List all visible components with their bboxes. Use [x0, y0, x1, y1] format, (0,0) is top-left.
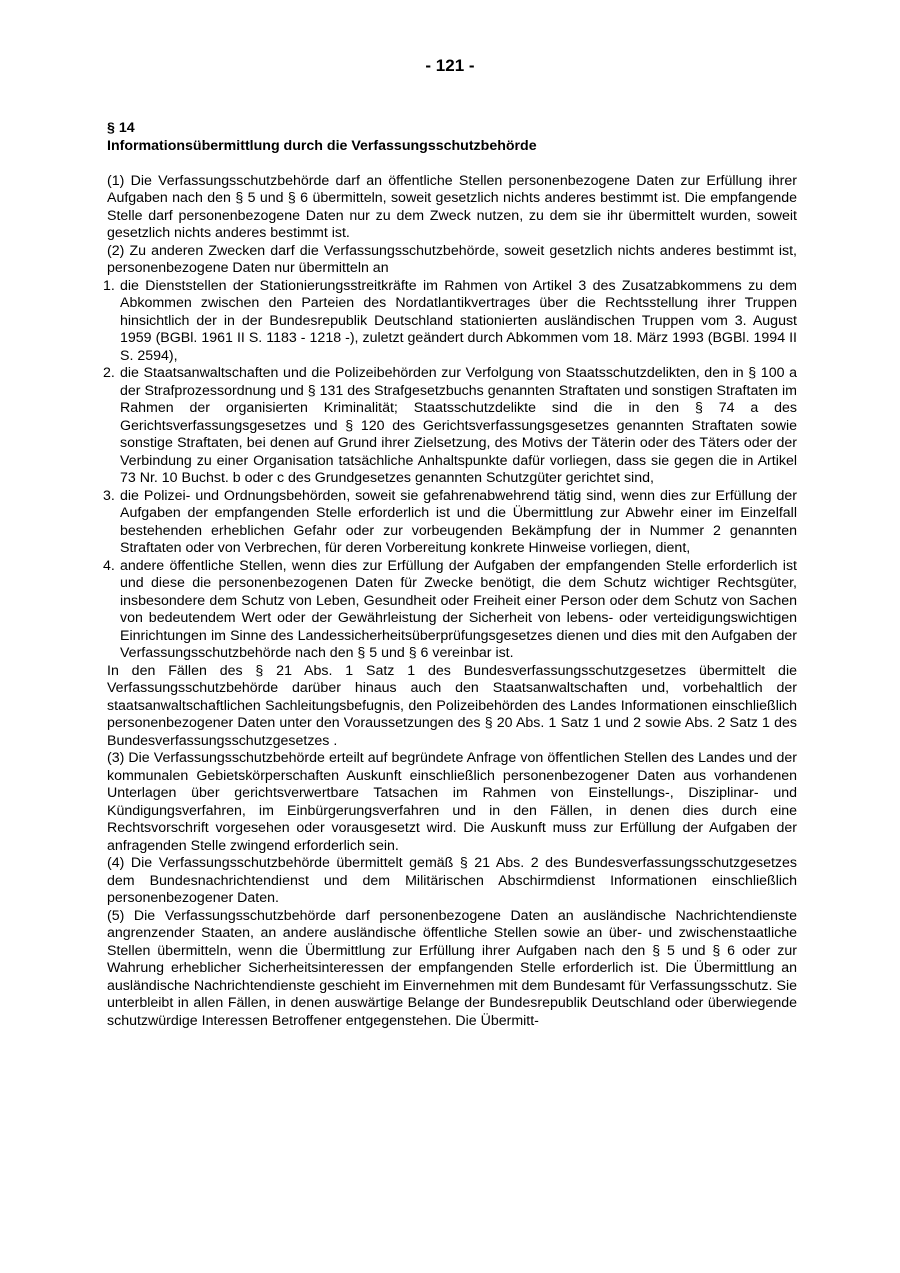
paragraph-2-intro: (2) Zu anderen Zwecken darf die Verfassungsschutzbehörde, soweit gesetzlich nichts anderes bestimmt ist, personenbezogene Daten nur übermitteln an — [107, 242, 797, 276]
list-item-text: die Staatsanwaltschaften und die Polizeibehörden zur Verfolgung von Staatsschutzdelikten, den in § 100 a der Strafprozessordnung und § 131 des Strafgesetzbuchs genannten Straftaten und sonstigen Straftaten im Rahmen der organisierten Kriminalität; Staatsschutzdelikte sind die in den § 74 a des Gerichtsverfassungsgesetzes und § 120 des Gerichtsverfassungsgesetzes genannten Straftaten sowie sonstige Straftaten, bei denen auf Grund ihrer Zielsetzung, des Motivs der Täterin oder des Täters oder der Verbindung zu einer Organisation tatsächliche Anhaltspunkte dafür vorliegen, dass sie gegen die in Artikel 73 Nr. 10 Buchst. b oder c des Grundgesetzes genannten Schutzgüter gerichtet sind, — [120, 365, 797, 486]
paragraph-2-continuation: In den Fällen des § 21 Abs. 1 Satz 1 des Bundesverfassungsschutzgesetzes übermittelt die Verfassungsschutzbehörde darüber hinaus auch den Staatsanwaltschaften und, vorbehaltlich der staatsanwaltschaftlichen Sachleitungsbefugnis, den Polizeibehörden des Landes Informationen einschließlich personenbezogener Daten unter den Voraussetzungen des § 20 Abs. 1 Satz 1 und 2 sowie Abs. 2 Satz 1 des Bundesverfassungsschutzgesetzes . — [107, 662, 797, 749]
list-item-number: 1. — [103, 277, 115, 294]
list-item-text: andere öffentliche Stellen, wenn dies zur Erfüllung der Aufgaben der empfangenden Stelle erforderlich ist und diese die personenbezogenen Daten für Zwecke benötigt, die dem Schutz wichtiger Rechtsgüter, insbesondere dem Schutz von Leben, Gesundheit oder Freiheit einer Person oder dem Schutz von Sachen von bedeutendem Wert oder der Gewährleistung der Sicherheit von lebens- oder verteidigungswichtigen Einrichtungen im Sinne des Landessicherheitsüberprüfungsgesetzes dienen und dies mit den Aufgaben der Verfassungsschutzbehörde nach den § 5 und § 6 vereinbar ist. — [120, 557, 797, 661]
list-item-text: die Polizei- und Ordnungsbehörden, soweit sie gefahrenabwehrend tätig sind, wenn dies zur Erfüllung der Aufgaben der empfangenden Stelle erforderlich ist und die Übermittlung zur Abwehr einer im Einzelfall bestehenden erheblichen Gefahr oder zur vorbeugenden Bekämpfung der in Nummer 2 genannten Straftaten oder von Verbrechen, für deren Vorbereitung konkrete Hinweise vorliegen, dient, — [120, 487, 797, 556]
paragraph-5: (5) Die Verfassungsschutzbehörde darf personenbezogene Daten an ausländische Nachrichtendienste angrenzender Staaten, an andere ausländische öffentliche Stellen sowie an über- und zwischenstaatliche Stellen übermitteln, wenn die Übermittlung zur Erfüllung ihrer Aufgaben nach den § 5 und § 6 oder zur Wahrung erheblicher Sicherheitsinteressen der empfangenden Stelle erforderlich ist. Die Übermittlung an ausländische Nachrichtendienste geschieht im Einvernehmen mit dem Bundesamt für Verfassungsschutz. Sie unterbleibt in allen Fällen, in denen auswärtige Belange der Bundesrepublik Deutschland oder überwiegende schutzwürdige Interessen Betroffener entgegenstehen. Die Übermitt- — [107, 907, 797, 1029]
document-body — [103, 120, 797, 1030]
heading-spacer — [107, 155, 797, 173]
paragraph-3: (3) Die Verfassungsschutzbehörde erteilt auf begründete Anfrage von öffentlichen Stellen des Landes und der kommunalen Gebietskörperschaften Auskunft einschließlich personenbezogener Daten aus vorhandenen Unterlagen über gerichtsverwertbare Tatsachen im Rahmen von Einstellungs-, Disziplinar- und Kündigungsverfahren, im Einbürgerungsverfahren und in den Fällen, in denen dies durch eine Rechtsvorschrift vorgesehen oder vorausgesetzt wird. Die Auskunft muss zur Erfüllung der Aufgaben der anfragenden Stelle zwingend erforderlich sein. — [107, 750, 797, 854]
section-number: § 14 — [107, 120, 135, 136]
list-item-number: 2. — [103, 365, 115, 381]
recipient-list — [103, 277, 797, 663]
list-item-number: 4. — [103, 557, 115, 574]
section-title: Informationsübermittlung durch die Verfassungsschutzbehörde — [107, 137, 537, 154]
list-item-text: die Dienststellen der Stationierungsstreitkräfte im Rahmen von Artikel 3 des Zusatzabkommens zu dem Abkommen zwischen den Parteien des Nordatlantikvertrages über die Rechtsstellung ihrer Truppen hinsichtlich der in der Bundesrepublik Deutschland stationierten ausländischen Truppen vom 3. August 1959 (BGBl. 1961 II S. 1183 - 1218 -), zuletzt geändert durch Abkommen vom 18. März 1993 (BGBl. 1994 II S. 2594), — [120, 277, 797, 364]
paragraph-1: (1) Die Verfassungsschutzbehörde darf an öffentliche Stellen personenbezogene Daten zur Erfüllung ihrer Aufgaben nach den § 5 und § 6 übermitteln, soweit gesetzlich nichts anderes bestimmt ist. Die empfangende Stelle darf personenbezogene Daten nur zu dem Zweck nutzen, zu dem sie ihr übermittelt wurden, soweit gesetzlich nichts anderes bestimmt ist. — [107, 172, 797, 241]
paragraph-4: (4) Die Verfassungsschutzbehörde übermittelt gemäß § 21 Abs. 2 des Bundesverfassungsschutzgesetzes dem Bundesnachrichtendienst und dem Militärischen Abschirmdienst Informationen einschließlich personenbezogener Daten. — [107, 855, 797, 906]
list-item-number: 3. — [103, 487, 115, 504]
list-item — [103, 278, 797, 366]
page-number: - 121 - — [425, 56, 475, 75]
list-item — [103, 365, 797, 488]
list-item — [103, 558, 797, 663]
list-item — [103, 488, 797, 558]
